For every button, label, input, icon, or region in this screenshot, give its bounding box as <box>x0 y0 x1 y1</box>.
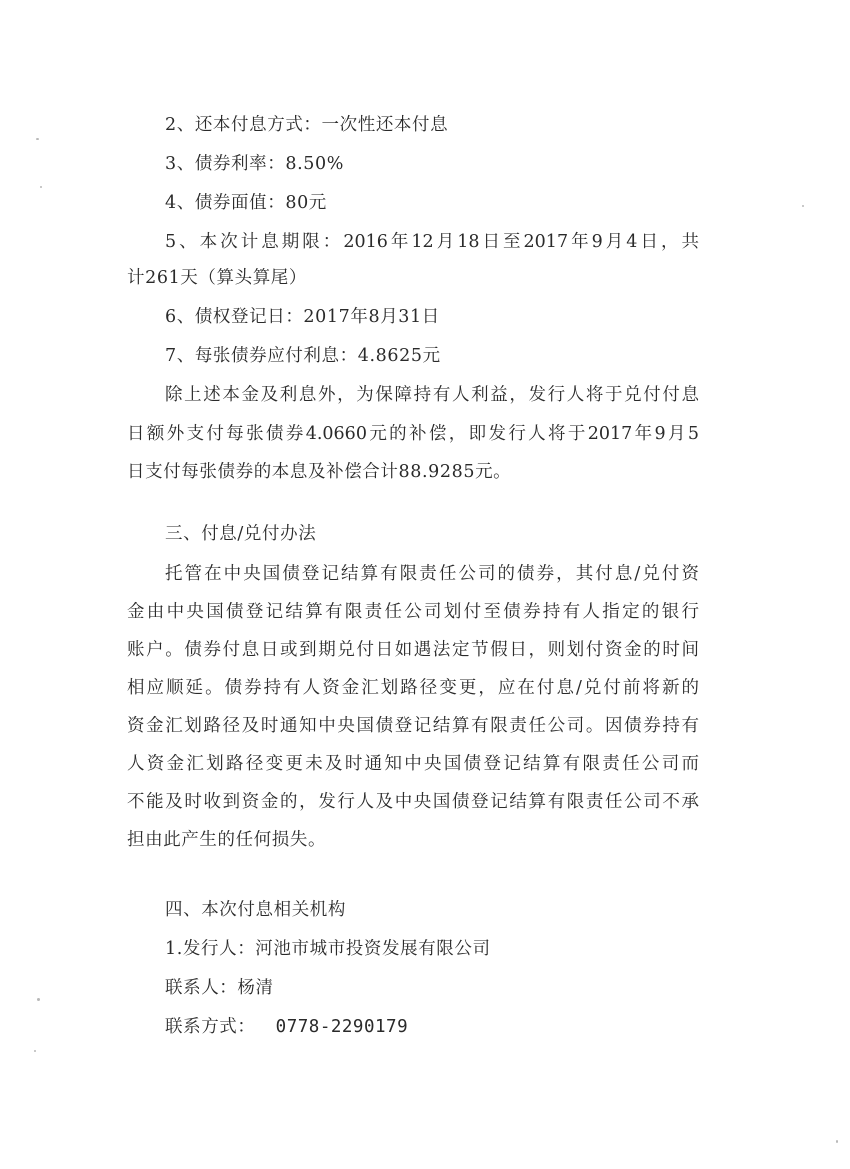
repayment-method-item: 2、还本付息方式：一次性还本付息 <box>165 115 449 135</box>
compensation-line-3: 日支付每张债券的本息及补偿合计88.9285元。 <box>127 462 512 482</box>
issuer-line: 1.发行人：河池市城市投资发展有限公司 <box>165 939 491 959</box>
compensation-line-2: 日额外支付每张债券4.0660元的补偿，即发行人将于2017年9月5 <box>127 424 699 444</box>
contact-person-line: 联系人：杨清 <box>165 978 274 998</box>
scan-speck <box>37 998 40 1001</box>
section3-line-2: 金由中央国债登记结算有限责任公司划付至债券持有人指定的银行 <box>127 602 699 622</box>
section3-line-8: 担由此产生的任何损失。 <box>127 830 327 850</box>
phone-number: 0778-2290179 <box>275 1017 409 1037</box>
section3-line-4: 相应顺延。债券持有人资金汇划路径变更，应在付息/兑付前将新的 <box>127 678 699 698</box>
record-date-item: 6、债权登记日：2017年8月31日 <box>165 307 440 327</box>
section3-line-7: 不能及时收到资金的，发行人及中央国债登记结算有限责任公司不承 <box>127 792 699 812</box>
contact-method-line <box>165 1015 408 1039</box>
section3-line-1: 托管在中央国债登记结算有限责任公司的债券，其付息/兑付资 <box>165 564 699 584</box>
compensation-line-1: 除上述本金及利息外，为保障持有人利益，发行人将于兑付付息 <box>165 385 699 405</box>
scan-speck <box>836 1140 838 1143</box>
section3-line-5: 资金汇划路径及时通知中央国债登记结算有限责任公司。因债券持有 <box>127 716 699 736</box>
section3-line-3: 账户。债券付息日或到期兑付日如遇法定节假日，则划付资金的时间 <box>127 640 699 660</box>
face-value-item: 4、债券面值：80元 <box>165 193 327 213</box>
scan-speck <box>34 1050 36 1052</box>
scan-speck <box>36 138 39 140</box>
contact-method-label: 联系方式： <box>165 1017 256 1037</box>
scan-speck <box>802 205 804 207</box>
interest-period-item: 5、本次计息期限：2016年12月18日至2017年9月4日，共 <box>165 232 699 252</box>
section3-heading: 三、付息/兑付办法 <box>165 524 317 544</box>
scan-speck <box>40 186 42 188</box>
interest-per-bond-item: 7、每张债券应付利息：4.8625元 <box>165 346 441 366</box>
interest-period-days: 计261天（算头算尾） <box>127 268 308 288</box>
interest-rate-item: 3、债券利率：8.50% <box>165 154 344 174</box>
section3-line-6: 人资金汇划路径变更未及时通知中央国债登记结算有限责任公司而 <box>127 754 699 774</box>
section4-heading: 四、本次付息相关机构 <box>165 900 346 920</box>
